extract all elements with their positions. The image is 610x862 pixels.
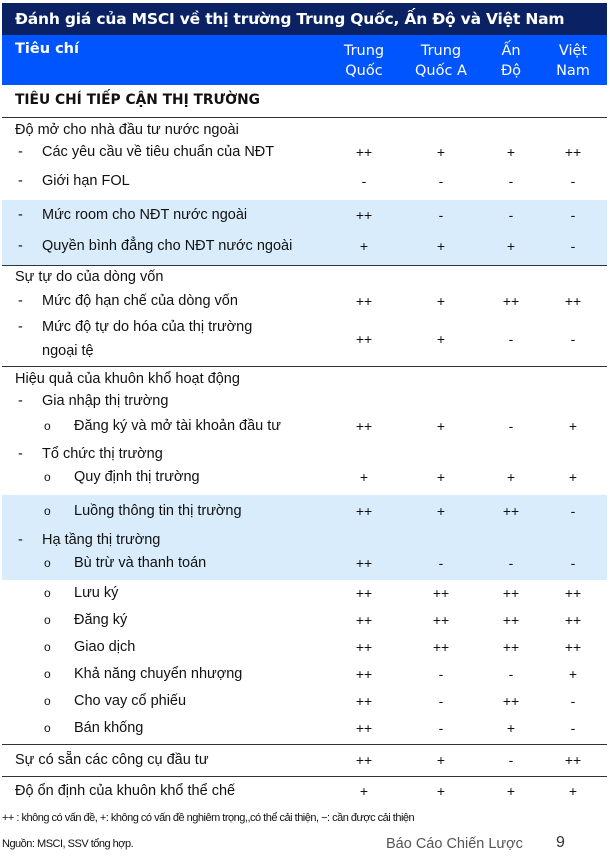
value-vietnam: ++: [564, 639, 582, 655]
table-row: [2, 414, 607, 442]
value-china-a: +: [436, 238, 446, 254]
dash-marker: -: [18, 173, 23, 189]
value-india: +: [506, 469, 516, 485]
table-row: [2, 580, 607, 607]
value-vietnam: ++: [564, 612, 582, 628]
value-china: ++: [355, 666, 373, 682]
dash-marker: -: [18, 207, 23, 223]
bullet-marker: o: [44, 694, 51, 708]
value-china: ++: [355, 207, 373, 223]
dash-marker: -: [18, 532, 23, 548]
value-china-a: ++: [432, 585, 450, 601]
table-row: [2, 289, 607, 315]
subgroup-label: Gia nhập thị trường: [42, 393, 169, 409]
dash-marker: -: [18, 238, 23, 254]
subgroup-row: [2, 442, 607, 466]
value-china: ++: [355, 418, 373, 434]
bullet-marker: o: [44, 419, 51, 433]
group-operational-title: Hiệu quả của khuôn khổ hoạt động: [15, 371, 240, 387]
row-label: Mức độ tự do hóa của thị trường: [42, 319, 253, 335]
value-china: +: [359, 469, 369, 485]
value-china-a: +: [436, 469, 446, 485]
group-title-row: [2, 265, 607, 289]
value-china: ++: [355, 555, 373, 571]
value-india: ++: [502, 639, 520, 655]
value-china-a: -: [438, 693, 444, 709]
table-row: [2, 232, 607, 265]
row-label: Lưu ký: [74, 585, 119, 601]
dash-marker: -: [18, 393, 23, 409]
value-india: ++: [502, 585, 520, 601]
header-vietnam: Việt Nam: [556, 43, 590, 79]
row-label: Quy định thị trường: [74, 469, 200, 485]
table-row: [2, 549, 607, 580]
value-vietnam: -: [570, 693, 576, 709]
value-china-a: -: [438, 666, 444, 682]
subgroup-row: [2, 527, 607, 549]
table-row: [2, 715, 607, 744]
table-row: [2, 200, 607, 232]
bullet-marker: o: [44, 613, 51, 627]
value-vietnam: ++: [564, 752, 582, 768]
value-china: ++: [355, 331, 373, 347]
table-row: [2, 166, 607, 200]
table-title: Đánh giá của MSCI về thị trường Trung Quốc, Ấn Độ và Việt Nam: [2, 3, 607, 35]
bullet-marker: o: [44, 556, 51, 570]
header-china: Trung Quốc: [343, 43, 385, 79]
value-vietnam: +: [568, 783, 578, 799]
value-vietnam: +: [568, 469, 578, 485]
bullet-marker: o: [44, 586, 51, 600]
value-vietnam: +: [568, 418, 578, 434]
value-vietnam: -: [570, 173, 576, 189]
table-row: [2, 495, 607, 527]
dash-marker: -: [18, 293, 23, 309]
value-china: ++: [355, 585, 373, 601]
value-india: +: [506, 783, 516, 799]
table-row: [2, 661, 607, 688]
value-india: -: [508, 418, 514, 434]
table-row-stability: [2, 776, 607, 806]
section-title-row: [2, 85, 607, 115]
row-label: Đăng ký: [74, 612, 128, 628]
value-vietnam: -: [570, 238, 576, 254]
row-label: Đăng ký và mở tài khoản đầu tư: [74, 418, 282, 434]
value-china: ++: [355, 612, 373, 628]
section-title: TIÊU CHÍ TIẾP CẬN THỊ TRƯỜNG: [15, 92, 261, 108]
value-india: ++: [502, 293, 520, 309]
value-vietnam: -: [570, 720, 576, 736]
value-china-a: +: [436, 752, 446, 768]
row-label-continued: ngoại tệ: [42, 343, 94, 359]
msci-assessment-table: [2, 3, 607, 806]
value-vietnam: -: [570, 555, 576, 571]
dash-marker: -: [18, 319, 23, 335]
group-title-row: [2, 366, 607, 390]
value-china: +: [359, 238, 369, 254]
bullet-marker: o: [44, 721, 51, 735]
dash-marker: -: [18, 144, 23, 160]
value-china-a: +: [436, 783, 446, 799]
value-india: -: [508, 331, 514, 347]
value-india: +: [506, 238, 516, 254]
table-row: [2, 142, 607, 166]
row-label: Các yêu cầu về tiêu chuẩn của NĐT: [42, 144, 275, 160]
value-china-a: +: [436, 418, 446, 434]
value-china: ++: [355, 693, 373, 709]
value-india: -: [508, 207, 514, 223]
subgroup-label: Tổ chức thị trường: [42, 446, 163, 462]
subgroup-row: [2, 390, 607, 414]
row-label: Giao dịch: [74, 639, 136, 655]
row-label: Luồng thông tin thị trường: [74, 503, 242, 519]
value-vietnam: ++: [564, 585, 582, 601]
bullet-marker: o: [44, 504, 51, 518]
value-india: ++: [502, 693, 520, 709]
value-vietnam: +: [568, 666, 578, 682]
group-openness-title: Độ mở cho nhà đầu tư nước ngoài: [15, 122, 239, 138]
value-vietnam: ++: [564, 144, 582, 160]
subgroup-label: Hạ tầng thị trường: [42, 532, 161, 548]
source-note: Nguồn: MSCI, SSV tổng hợp.: [2, 838, 134, 850]
bullet-marker: o: [44, 667, 51, 681]
value-china: ++: [355, 639, 373, 655]
value-india: ++: [502, 503, 520, 519]
value-vietnam: -: [570, 207, 576, 223]
value-china-a: ++: [432, 612, 450, 628]
value-china: ++: [355, 720, 373, 736]
value-china-a: +: [436, 144, 446, 160]
table-row: [2, 634, 607, 661]
table-row-instruments: [2, 744, 607, 776]
value-vietnam: -: [570, 503, 576, 519]
bullet-marker: o: [44, 640, 51, 654]
group-title-row: [2, 117, 607, 142]
table-row: [2, 607, 607, 634]
value-china-a: -: [438, 173, 444, 189]
value-india: ++: [502, 612, 520, 628]
bullet-marker: o: [44, 470, 51, 484]
page-number: 9: [556, 834, 565, 851]
value-china-a: +: [436, 293, 446, 309]
row-label: Cho vay cổ phiếu: [74, 693, 187, 709]
row-label: Mức độ hạn chế của dòng vốn: [42, 293, 238, 309]
table-row: [2, 688, 607, 715]
legend-note: ++ : không có vấn đề, +: không có vấn đề nghiêm trọng,,có thể cải thiện, −: cần được cải thiện: [2, 812, 415, 824]
value-china: ++: [355, 752, 373, 768]
row-label: Mức room cho NĐT nước ngoài: [42, 207, 248, 223]
value-china-a: +: [436, 331, 446, 347]
row-label: Bù trừ và thanh toán: [74, 555, 207, 571]
table-row: [2, 315, 607, 363]
value-china: ++: [355, 503, 373, 519]
value-china-a: ++: [432, 639, 450, 655]
value-china: +: [359, 783, 369, 799]
value-china: -: [361, 173, 367, 189]
shaded-block: [2, 200, 607, 265]
row-label: Bán khống: [74, 720, 144, 736]
value-vietnam: ++: [564, 293, 582, 309]
report-name: Báo Cáo Chiến Lược: [386, 836, 523, 852]
row-label: Độ ổn định của khuôn khổ thể chế: [15, 783, 236, 799]
value-india: +: [506, 144, 516, 160]
shaded-block: [2, 495, 607, 580]
value-india: -: [508, 555, 514, 571]
value-india: -: [508, 752, 514, 768]
value-china-a: -: [438, 720, 444, 736]
row-label: Sự có sẵn các công cụ đầu tư: [15, 752, 209, 768]
row-label: Quyền bình đẳng cho NĐT nước ngoài: [42, 238, 293, 254]
value-india: -: [508, 666, 514, 682]
value-india: -: [508, 173, 514, 189]
value-china-a: -: [438, 555, 444, 571]
value-vietnam: -: [570, 331, 576, 347]
dash-marker: -: [18, 446, 23, 462]
table-header: [2, 35, 607, 85]
value-china: ++: [355, 144, 373, 160]
header-china-a: Trung Quốc A: [415, 43, 467, 79]
row-label: Khả năng chuyển nhượng: [74, 666, 243, 682]
header-india: Ấn Độ: [500, 43, 522, 79]
row-label: Giới hạn FOL: [42, 173, 130, 189]
value-india: +: [506, 720, 516, 736]
value-china-a: +: [436, 503, 446, 519]
header-criteria: Tiêu chí: [15, 41, 79, 57]
table-row: [2, 466, 607, 495]
value-china-a: -: [438, 207, 444, 223]
group-capital-flow-title: Sự tự do của dòng vốn: [15, 269, 164, 285]
value-china: ++: [355, 293, 373, 309]
